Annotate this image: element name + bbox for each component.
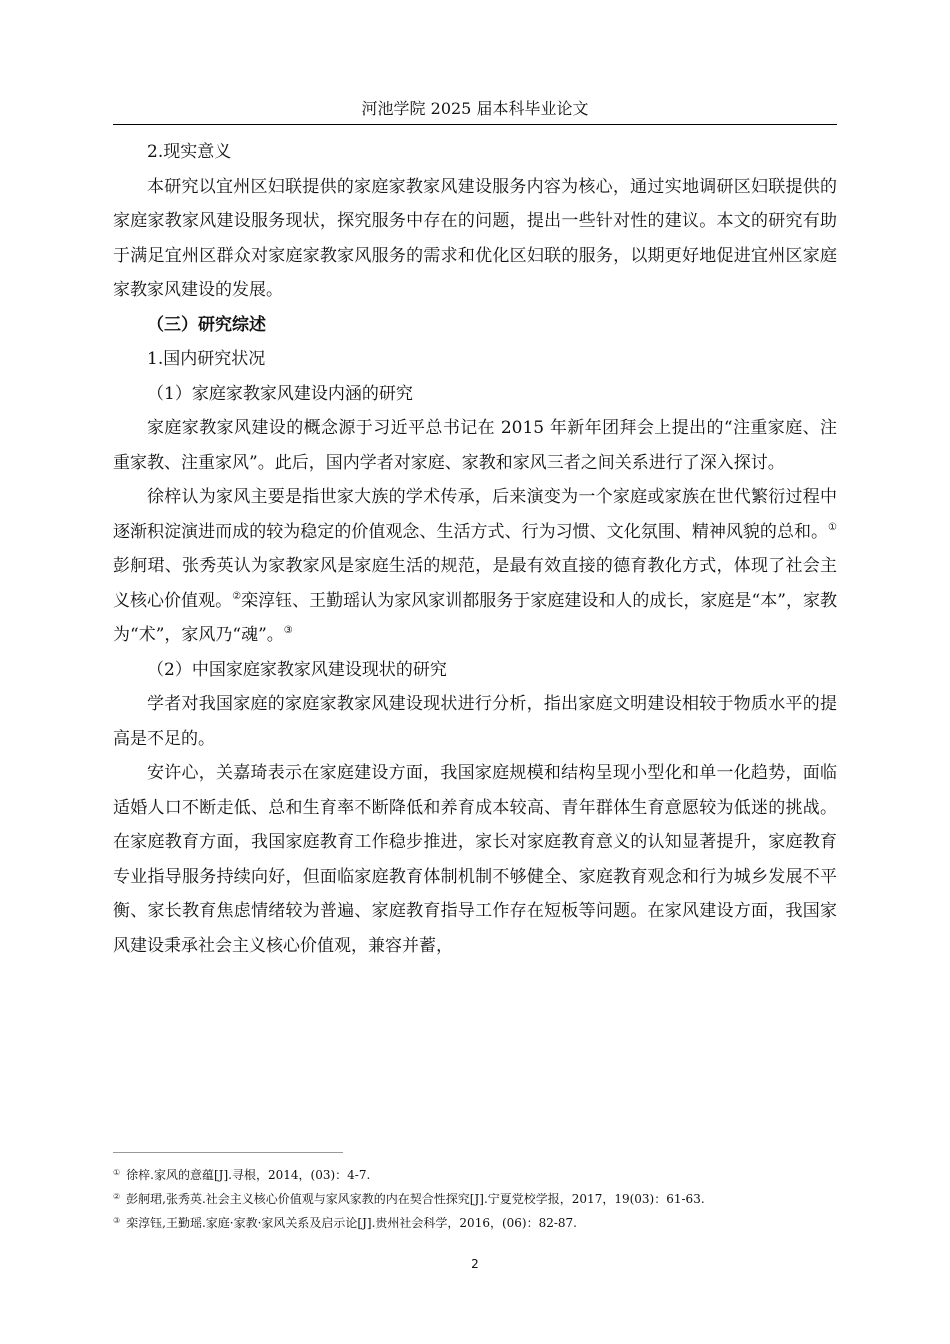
subsection-heading: 1.国内研究状况 bbox=[147, 349, 266, 369]
subsection-heading: （1）家庭家教家风建设内涵的研究 bbox=[147, 383, 413, 404]
paragraph: 本研究以宜州区妇联提供的家庭家教家风建设服务内容为核心，通过实地调研区妇联提供的家庭家教家风建设服务现状，探究服务中存在的问题，提出一些针对性的建议。本文的研究有助于满足宜州区群众对家庭家教家风服务的需求和优化区妇联的服务，以期更好地促进宜州区家庭家教家风建设的发展。 bbox=[113, 176, 837, 300]
footnote bbox=[113, 1210, 837, 1234]
footnote-text: 徐梓.家风的意蕴[J].寻根，2014，(03)：4-7. bbox=[126, 1168, 371, 1182]
footnote-rule bbox=[113, 1152, 343, 1153]
text-run: 徐梓认为家风主要是指世家大族的学术传承，后来演变为一个家庭或家族在世代繁衍过程中逐渐积淀演进而成的较为稳定的价值观念、生活方式、行为习惯、文化氛围、精神风貌的总和。 bbox=[113, 487, 837, 542]
footnotes bbox=[113, 1162, 837, 1234]
running-header: 河池学院 2025 届本科毕业论文 bbox=[361, 99, 589, 118]
section-heading: （三）研究综述 bbox=[147, 314, 266, 335]
body-text bbox=[113, 135, 837, 963]
footnote-mark: ③ bbox=[113, 1216, 121, 1225]
paragraph-with-footnotes bbox=[113, 480, 837, 653]
paragraph: 学者对我国家庭的家庭家教家风建设现状进行分析，指出家庭文明建设相较于物质水平的提高是不足的。 bbox=[113, 694, 837, 749]
footnote-text: 栾淳钰,王勤瑶.家庭·家教·家风关系及启示论[J].贵州社会科学，2016，(06)：82-87. bbox=[126, 1216, 578, 1230]
subsection-heading: 2.现实意义 bbox=[147, 142, 232, 162]
subsection-heading: （2）中国家庭家教家风建设现状的研究 bbox=[147, 659, 447, 680]
paragraph: 家庭家教家风建设的概念源于习近平总书记在 2015 年新年团拜会上提出的“注重家庭、注重家教、注重家风”。此后，国内学者对家庭、家教和家风三者之间关系进行了深入探讨。 bbox=[113, 418, 837, 473]
paragraph: 安许心，关嘉琦表示在家庭建设方面，我国家庭规模和结构呈现小型化和单一化趋势，面临适婚人口不断走低、总和生育率不断降低和养育成本较高、青年群体生育意愿较为低迷的挑战。在家庭教育方面，我国家庭教育工作稳步推进，家长对家庭教育意义的认知显著提升，家庭教育专业指导服务持续向好，但面临家庭教育体制机制不够健全、家庭教育观念和行为城乡发展不平衡、家长教育焦虑情绪较为普遍、家庭教育指导工作存在短板等问题。在家风建设方面，我国家风建设秉承社会主义核心价值观，兼容并蓄， bbox=[113, 763, 837, 956]
footnote-ref[interactable]: ① bbox=[828, 521, 837, 533]
footnote-ref[interactable]: ② bbox=[232, 590, 242, 602]
page-number: 2 bbox=[471, 1257, 479, 1271]
text-run: 栾淳钰、王勤瑶认为家风家训都服务于家庭建设和人的成长，家庭是“本”，家教为“术”，家风乃“魂”。 bbox=[113, 590, 837, 645]
header-rule bbox=[113, 124, 837, 125]
footnote-mark: ② bbox=[113, 1192, 121, 1201]
footnote bbox=[113, 1162, 837, 1186]
text-run: 彭舸珺、张秀英认为家教家风是家庭生活的规范，是最有效直接的德育教化方式，体现了社会主义核心价值观。 bbox=[113, 556, 837, 611]
footnote-ref[interactable]: ③ bbox=[283, 625, 293, 636]
footnote-mark: ① bbox=[113, 1168, 121, 1177]
footnote-text: 彭舸珺,张秀英.社会主义核心价值观与家风家教的内在契合性探究[J].宁夏党校学报，2017，19(03)：61-63. bbox=[126, 1192, 705, 1206]
footnote bbox=[113, 1186, 837, 1210]
